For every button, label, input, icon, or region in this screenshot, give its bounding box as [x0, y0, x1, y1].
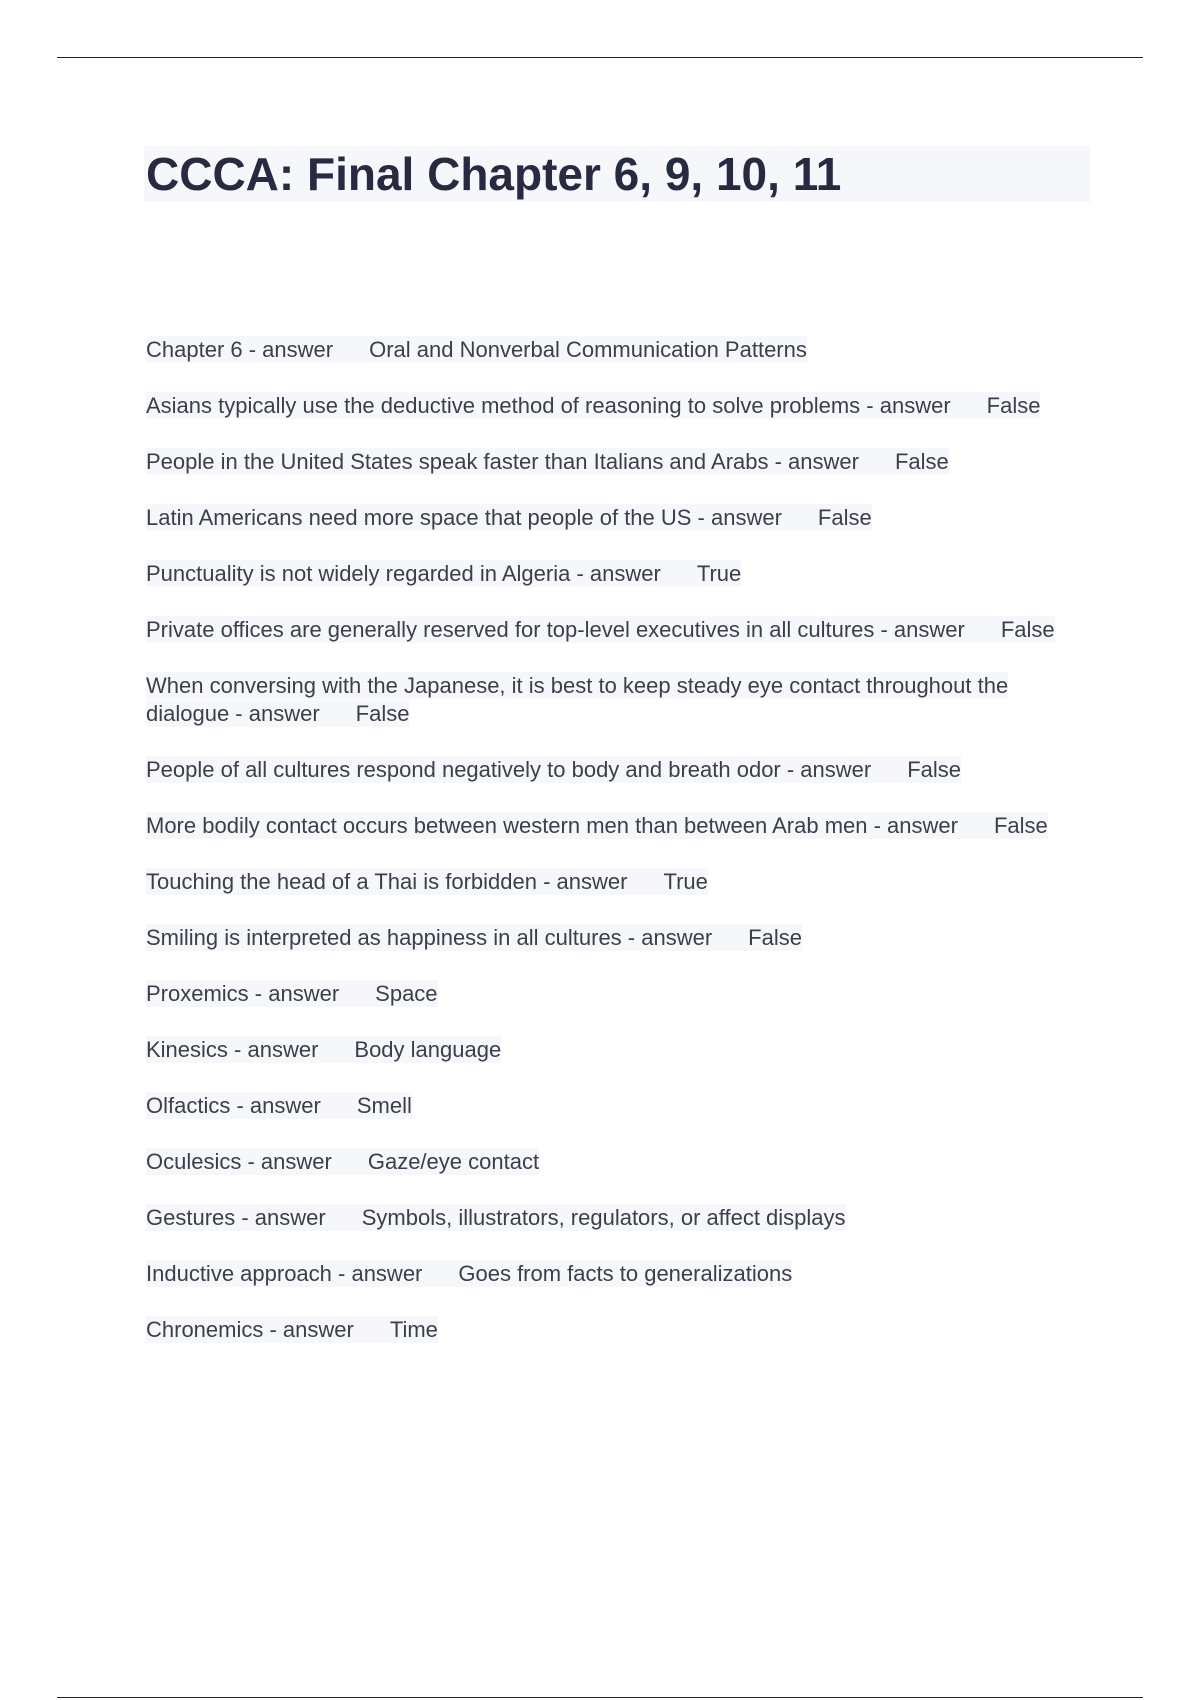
question-text: Asians typically use the deductive method of reasoning to solve problems - answer: [146, 393, 951, 418]
question-text: Oculesics - answer: [146, 1149, 332, 1174]
answer-text: Goes from facts to generalizations: [458, 1261, 793, 1286]
question-text: People of all cultures respond negatively to body and breath odor - answer: [146, 757, 872, 782]
list-item: [146, 812, 1056, 840]
bottom-rule: [57, 1697, 1143, 1698]
list-item: [146, 336, 1056, 364]
answer-text: Gaze/eye contact: [367, 1149, 540, 1174]
answer-text: Smell: [356, 1093, 412, 1118]
answer-text: Symbols, illustrators, regulators, or affect displays: [361, 1205, 846, 1230]
list-item: [146, 924, 1056, 952]
question-text: Latin Americans need more space that people of the US - answer: [146, 505, 782, 530]
page-title: CCCA: Final Chapter 6, 9, 10, 11: [146, 148, 842, 200]
question-text: More bodily contact occurs between western men than between Arab men - answer: [146, 813, 958, 838]
list-item: [146, 1148, 1056, 1176]
question-text: Chronemics - answer: [146, 1317, 354, 1342]
answer-text: False: [894, 449, 949, 474]
top-rule: [57, 57, 1143, 58]
list-item: [146, 1092, 1056, 1120]
list-item: [146, 1204, 1056, 1232]
list-item: [146, 504, 1056, 532]
answer-text: False: [748, 925, 802, 950]
question-text: Private offices are generally reserved for top-level executives in all cultures - answer: [146, 617, 965, 642]
question-text: Smiling is interpreted as happiness in all cultures - answer: [146, 925, 713, 950]
answer-text: False: [817, 505, 872, 530]
answer-text: False: [986, 393, 1041, 418]
answer-text: Oral and Nonverbal Communication Patterns: [369, 337, 807, 362]
answer-text: True: [663, 869, 708, 894]
question-text: Kinesics - answer: [146, 1037, 319, 1062]
list-item: [146, 392, 1056, 420]
list-item: [146, 672, 1056, 728]
answer-text: False: [1000, 617, 1055, 642]
answer-text: False: [355, 701, 410, 726]
list-item: [146, 616, 1056, 644]
question-text: Touching the head of a Thai is forbidden - answer: [146, 869, 628, 894]
question-text: Gestures - answer: [146, 1205, 326, 1230]
list-item: [146, 1036, 1056, 1064]
list-item: [146, 560, 1056, 588]
answer-text: Time: [389, 1317, 438, 1342]
qa-list: [146, 336, 1056, 1372]
answer-text: Space: [375, 981, 438, 1006]
answer-text: Body language: [354, 1037, 502, 1062]
list-item: [146, 1260, 1056, 1288]
question-text: Punctuality is not widely regarded in Algeria - answer: [146, 561, 661, 586]
question-text: Chapter 6 - answer: [146, 337, 334, 362]
list-item: [146, 448, 1056, 476]
question-text: When conversing with the Japanese, it is best to keep steady eye contact throughout the dialogue - answer: [146, 673, 1009, 726]
answer-text: False: [907, 757, 962, 782]
answer-text: False: [993, 813, 1048, 838]
list-item: [146, 980, 1056, 1008]
question-text: People in the United States speak faster than Italians and Arabs - answer: [146, 449, 859, 474]
list-item: [146, 868, 1056, 896]
list-item: [146, 1316, 1056, 1344]
question-text: Inductive approach - answer: [146, 1261, 423, 1286]
question-text: Olfactics - answer: [146, 1093, 321, 1118]
question-text: Proxemics - answer: [146, 981, 340, 1006]
list-item: [146, 756, 1056, 784]
answer-text: True: [696, 561, 742, 586]
